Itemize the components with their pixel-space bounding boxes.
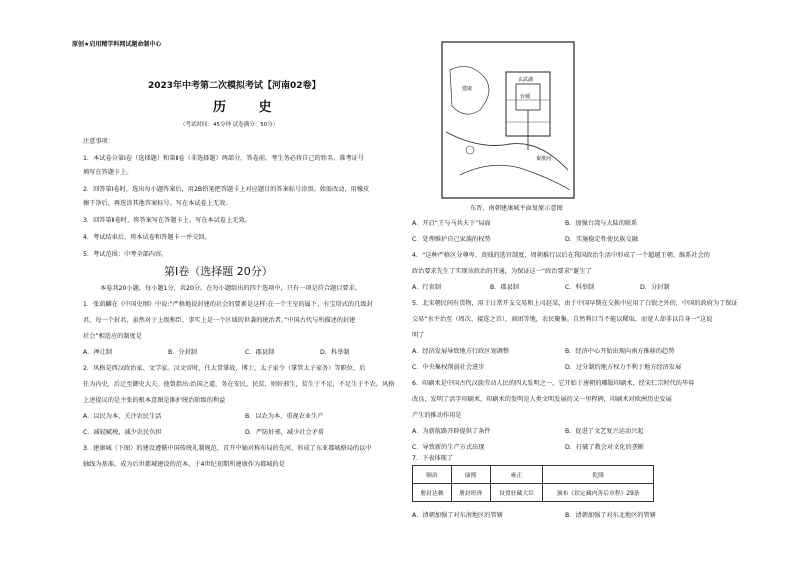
note-line: 1．本试卷分第Ⅰ卷（选择题）和第Ⅱ卷（非选择题）两部分。答卷前，考生务必将自己的姓名、准考证号 xyxy=(83,155,365,162)
option-a: A．经济发展导致地方行政区划调整 xyxy=(412,348,510,355)
option-d: D．过分制约地方权力不利于地方经济发展 xyxy=(565,364,682,371)
note-line: 2．回答第Ⅰ卷时，选出每小题答案后，用2B铅笔把答题卡上对应题目的答案标号涂黑。如需改动，用橡皮 xyxy=(83,186,370,193)
notes-title: 注意事项： xyxy=(83,138,114,145)
option-b: B．经济中心开始出现向南方推移的趋势 xyxy=(565,348,675,355)
option-c: C．处理维护自己家族的权势 xyxy=(412,236,491,243)
jiankang-map xyxy=(440,40,576,200)
table-cell: 颁布《钦定藏内善后章程》29条 xyxy=(543,484,654,502)
map-label-lake: 玄武湖 xyxy=(518,77,534,83)
option-a: A．禅让制 xyxy=(83,349,112,356)
map-label-river: 秦淮河 xyxy=(536,156,552,162)
option-a: A．以民为本，关注农民生活 xyxy=(83,413,162,420)
question-line: 改良，发明了活字印刷术，印刷术的发明是人类文明发展的又一里程碑，印刷术对欧洲历史发展 xyxy=(412,396,672,403)
table-cell: 雍正 xyxy=(490,466,543,484)
question-line: 社会”相适应的制度是 xyxy=(83,333,142,340)
table-cell: 乾隆 xyxy=(543,466,654,484)
option-d: D．科举制 xyxy=(320,349,350,356)
source-header: 原创★启用精学科网试题命制中心 xyxy=(72,41,162,48)
option-b: B．促进了文艺复兴运动兴起 xyxy=(565,428,644,435)
question-line: 君，每一个封君，虽然对于上级称臣，事实上是一个区域的世袭的统治者。”中国古代与所描述的封建 xyxy=(83,317,356,324)
section-intro: 本卷共20小题，每小题1分，共20分。在每小题给出的四个选项中，只有一项是符合题目要求。 xyxy=(100,285,361,292)
question-line: 轴线为基准。成为后世都城建设的范本。于4世纪初期所建康作为都城的是 xyxy=(83,461,285,468)
table-row xyxy=(413,484,654,502)
option-a: A．行省制 xyxy=(412,284,441,291)
option-c: C．郡县制 xyxy=(245,349,275,356)
question-line: 6．印刷术是中国古代汉族劳动人民的四大发明之一，它开始于唐朝的雕版印刷术，经宋仁宗时代的毕昇 xyxy=(412,380,695,387)
subject-title: 历 史 xyxy=(213,100,286,115)
exam-info: （考试时间：45分钟 试卷满分：50分） xyxy=(180,122,279,128)
map-label-city: 建康 xyxy=(462,86,473,92)
note-line: 3．回答第Ⅱ卷时，将答案写在答题卡上。写在本试卷上无效。 xyxy=(83,217,251,224)
table-cell: 康熙 xyxy=(451,466,490,484)
question-line: 5．北宋朝民间有货物，用于日常开支交易和上司赵某，由于中国早期在交换中应用了白银之外的，中国的政府为了保证 xyxy=(412,300,738,307)
map-label-palace: 台城 xyxy=(520,94,531,100)
exam-title: 2023年中考第二次模拟考试【河南02卷】 xyxy=(148,81,321,91)
option-a: A．清朝加强了对东南地区的管辖 xyxy=(412,512,503,519)
option-d: D．打破了教会对文化的垄断 xyxy=(565,444,645,451)
option-b: B．郡县制 xyxy=(490,284,519,291)
question-line: 4．“这种严格区分尊卑、贵贱的选官制度，周朝推行以后在我国政治生活中形成了一个超越王朝、维系社会的 xyxy=(412,252,710,259)
option-d: D．实施稳定性使民族交融 xyxy=(565,236,638,243)
question-line: 产生的推动作用是 xyxy=(412,412,462,419)
map-caption: 东晋、南朝建康城平面复原示意图 xyxy=(470,205,563,212)
note-line: 填写在答题卡上。 xyxy=(83,169,133,176)
table-row xyxy=(413,466,654,484)
question-line: 7．下表体现了 xyxy=(412,455,454,462)
option-b: B．以农为本，重视农业生产 xyxy=(245,413,324,420)
option-b: B．分封制 xyxy=(168,349,197,356)
option-b: B．加强台湾与大陆的联系 xyxy=(565,220,638,227)
question-line: 明了 xyxy=(412,332,425,339)
note-line: 5．考试范围：中考全部内容。 xyxy=(83,251,168,258)
section-title: 第Ⅰ卷（选择题 20分） xyxy=(164,265,273,278)
option-d: D．严防奸邪，减少社会矛盾 xyxy=(245,429,325,436)
note-line: 4．考试结束后，将本试卷和答题卡一并交回。 xyxy=(83,234,211,241)
question-line: 政治要求先生了实现该政治的开通，为保证这一“政治要求”诞生了 xyxy=(412,268,592,275)
question-line: 任为内史，后迁至御史大夫。他曾指出:治国之道，务在安民，民贫，则奸邪生，贫生于不足，不足生于不农。风格 xyxy=(83,381,395,388)
table-cell: 设置驻藏大臣 xyxy=(490,484,543,502)
option-c: C．减轻赋税，减少农民负担 xyxy=(83,429,162,436)
option-d: D．分封制 xyxy=(640,284,670,291)
option-c: C．中央集权削弱社会进步 xyxy=(412,364,485,371)
note-line: 擦干净后，再选涂其他答案标号。写在本试卷上无效。 xyxy=(83,200,232,207)
question-line: 上述提议的是主张的根本意图是维护统治阶级的利益 xyxy=(83,397,226,404)
table-cell: 顺治 xyxy=(413,466,452,484)
q7-table xyxy=(412,465,654,502)
question-line: 2．风格是西汉政治家、文学家。汉文帝时，任太常掌故，博士，太子家令（掌管太子家务）等职位，后 xyxy=(83,365,366,372)
option-c: C．导致新的生产方式出现 xyxy=(412,444,485,451)
question-line: 3．建康城（下图）的建设遵循中国传统礼制规范，首开中轴对称布局的先河，形成了东亚都城格局的以中 xyxy=(83,445,372,452)
option-a: A．为新航路开辟提供了条件 xyxy=(412,428,491,435)
table-cell: 册封达赖 xyxy=(413,484,452,502)
question-line: 交易“水平治至（周次、接连之首），商团等地，农民聚集。自然利目当不能以稀取，而宽人却非以自身一“这说 xyxy=(412,316,713,323)
option-a: A．开启“王与马共天下”局面 xyxy=(412,220,491,227)
option-b: B．清朝加强了对东北地区的管辖 xyxy=(565,512,656,519)
option-c: C．科举制 xyxy=(565,284,595,291)
question-line: 1．张荫麟在《中国史纲》中说:“严格地说封建的社会的要素是这样:在一个王室的属下，有宝塔式的几级封 xyxy=(83,301,373,308)
table-cell: 册封班禅 xyxy=(451,484,490,502)
